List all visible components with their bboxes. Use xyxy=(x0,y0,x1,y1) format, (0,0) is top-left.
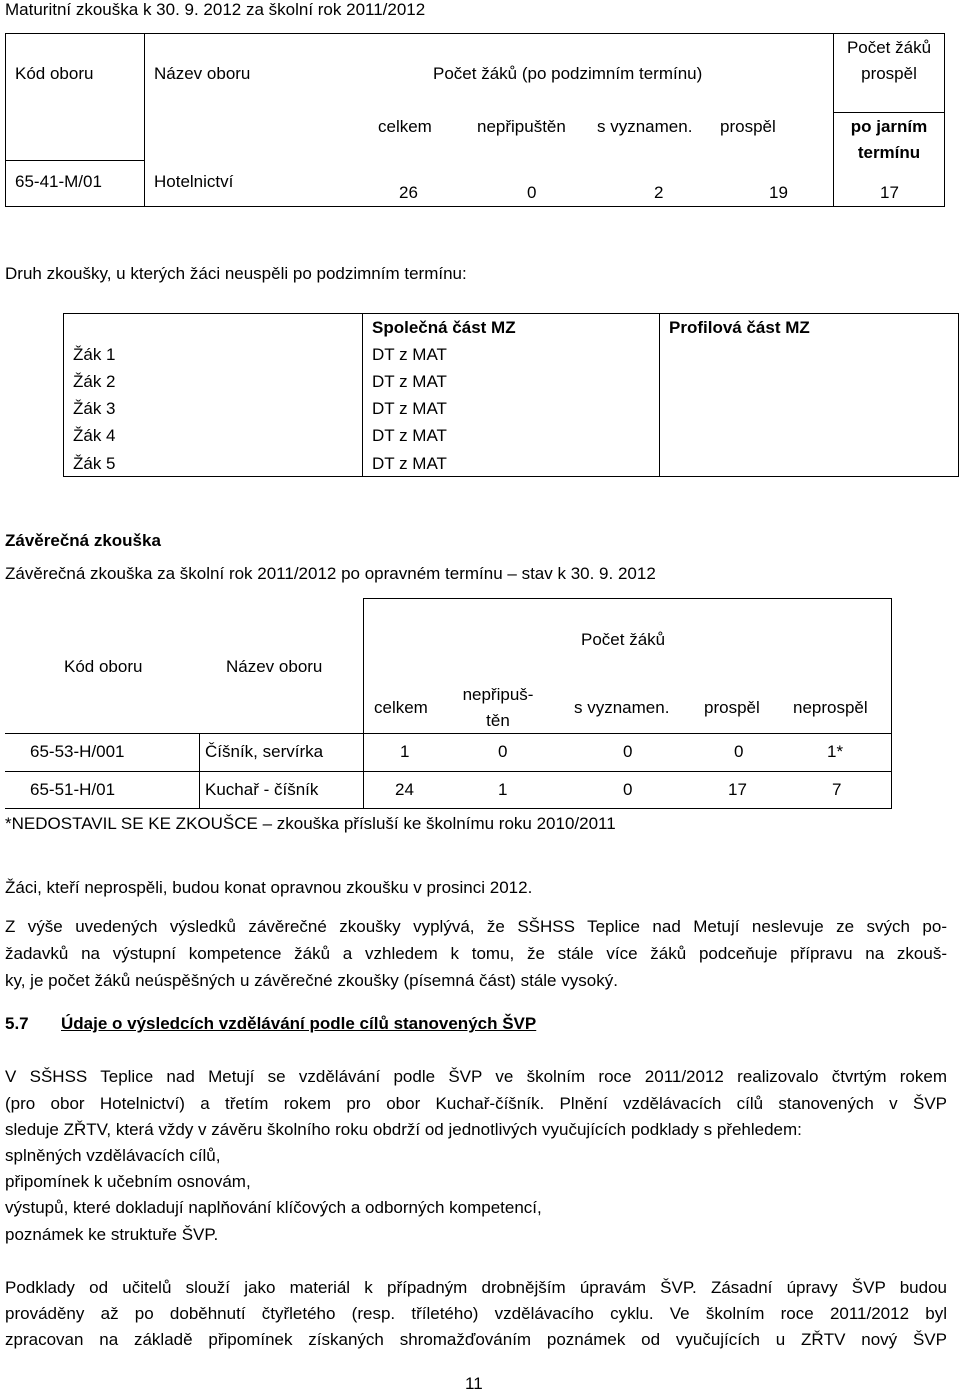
header-name: Název oboru xyxy=(226,657,323,676)
table-border xyxy=(63,476,959,477)
header-name: Název oboru xyxy=(154,64,251,83)
list-item: připomínek k učebním osnovám, xyxy=(5,1172,251,1191)
row-not-admitted: 0 xyxy=(498,742,508,761)
subheader-not-admitted-l1: nepřipuš- xyxy=(462,685,534,704)
row-not-admitted: 0 xyxy=(527,183,537,202)
student-label: Žák 1 xyxy=(73,345,116,364)
footnote: *NEDOSTAVIL SE KE ZKOUŠCE – zkouška přísluší ke školnímu roku 2010/2011 xyxy=(5,814,616,833)
table-divider xyxy=(5,160,145,161)
header-code: Kód oboru xyxy=(15,64,94,83)
row-total: 26 xyxy=(399,183,418,202)
table-border xyxy=(5,33,6,207)
row-excused: 0 xyxy=(623,742,633,761)
table-border xyxy=(5,33,944,34)
row-spring: 17 xyxy=(880,183,899,202)
list-item: poznámek ke struktuře ŠVP. xyxy=(5,1225,219,1244)
failed-intro: Druh zkoušky, u kterých žáci neuspěli po podzimním termínu: xyxy=(5,264,467,283)
subheader-not-admitted-l2: těn xyxy=(486,711,510,730)
paragraph-line: zpracovan na základě připomínek získaných shromažďováním poznámek od vyučujících u ZŘTV nový ŠVP xyxy=(5,1330,947,1349)
paragraph-line: V SŠHSS Teplice nad Metují se vzdělávání podle ŠVP ve školním roce 2011/2012 realizovalo čtvrtým rokem xyxy=(5,1067,947,1086)
exam-label: DT z MAT xyxy=(372,399,447,418)
student-label: Žák 3 xyxy=(73,399,116,418)
row-total: 1 xyxy=(400,742,410,761)
table-divider xyxy=(199,733,200,809)
subheader-passed: prospěl xyxy=(704,698,760,717)
subheader-passed: prospěl xyxy=(720,117,776,136)
page-heading: Maturitní zkouška k 30. 9. 2012 za školní rok 2011/2012 xyxy=(5,0,426,19)
row-failed: 1* xyxy=(827,742,844,761)
student-label: Žák 5 xyxy=(73,454,116,473)
row-not-admitted: 1 xyxy=(498,780,508,799)
row-excused: 2 xyxy=(654,183,664,202)
header-common-part: Společná část MZ xyxy=(372,318,516,337)
table-border xyxy=(63,313,959,314)
header-autumn: Počet žáků (po podzimním termínu) xyxy=(433,64,703,83)
paragraph-line: (pro obor Hotelnictví) a třetím rokem pro obor Kuchař-číšník. Plnění vzdělávacích cílů stanovených v ŠVP xyxy=(5,1094,947,1113)
row-excused: 0 xyxy=(623,780,633,799)
student-label: Žák 4 xyxy=(73,426,116,445)
table-border xyxy=(5,808,892,809)
subheader-not-admitted: nepřipuštěn xyxy=(477,117,566,136)
paragraph-line: Podklady od učitelů slouží jako materiál k případným drobnějším úpravám ŠVP. Zásadní úpravy ŠVP budou xyxy=(5,1278,947,1297)
paragraph-line: ky, je počet žáků neúspěšných u závěrečné zkoušky (písemná část) stále vysoký. xyxy=(5,971,618,990)
exam-label: DT z MAT xyxy=(372,426,447,445)
table-border xyxy=(891,598,892,809)
exam-label: DT z MAT xyxy=(372,454,447,473)
subheader-excused: s vyznamen. xyxy=(574,698,670,717)
paragraph-line: Z výše uvedených výsledků závěrečné zkoušky vyplývá, že SŠHSS Teplice nad Metují neslevuje ze svých po- xyxy=(5,917,947,936)
row-total: 24 xyxy=(395,780,414,799)
header-passed-l1: Počet žáků xyxy=(846,38,932,57)
paragraph-line: sleduje ZŘTV, která vždy v závěru školního roku obdrží od jednotlivých vyučujících podklady s přehledem: xyxy=(5,1120,802,1139)
exam-label: DT z MAT xyxy=(372,372,447,391)
row-code: 65-53-H/001 xyxy=(30,742,125,761)
subheader-total: celkem xyxy=(378,117,432,136)
subheader-failed: neprospěl xyxy=(793,698,868,717)
paragraph-line: prováděny až po doběhnutí čtyřletého (resp. tříletého) vzdělávacího cyklu. Ve školním roce 2011/2012 byl xyxy=(5,1304,947,1323)
row-name: Kuchař - číšník xyxy=(205,780,319,799)
table-divider xyxy=(5,771,892,772)
subheader-spring-l2: termínu xyxy=(857,143,921,162)
section-subtitle: Závěrečná zkouška za školní rok 2011/2012 po opravném termínu – stav k 30. 9. 2012 xyxy=(5,564,656,583)
row-failed: 7 xyxy=(832,780,842,799)
section-title: Závěrečná zkouška xyxy=(5,531,161,550)
row-passed: 17 xyxy=(728,780,747,799)
row-passed: 19 xyxy=(769,183,788,202)
row-name: Hotelnictví xyxy=(154,172,234,191)
section-number: 5.7 xyxy=(5,1014,29,1033)
table-border xyxy=(5,206,944,207)
subheader-total: celkem xyxy=(374,698,428,717)
table-divider xyxy=(659,313,660,477)
table-divider xyxy=(5,733,892,734)
row-passed: 0 xyxy=(734,742,744,761)
row-code: 65-41-M/01 xyxy=(15,172,102,191)
header-code: Kód oboru xyxy=(64,657,143,676)
table-divider xyxy=(144,33,145,207)
subheader-excused: s vyznamen. xyxy=(597,117,693,136)
exam-label: DT z MAT xyxy=(372,345,447,364)
row-name: Číšník, servírka xyxy=(205,742,324,761)
list-item: splněných vzdělávacích cílů, xyxy=(5,1146,221,1165)
header-passed-l2: prospěl xyxy=(861,64,917,83)
section-heading: Údaje o výsledcích vzdělávání podle cílů stanovených ŠVP xyxy=(61,1014,537,1033)
student-label: Žák 2 xyxy=(73,372,116,391)
table-divider xyxy=(363,598,364,809)
table-border xyxy=(958,313,959,477)
subheader-spring-l1: po jarním xyxy=(850,117,928,136)
table-divider xyxy=(362,313,363,477)
paragraph-line: žadavků na výstupní kompetence žáků a vzhledem k tomu, že stále více žáků podceňuje přípravu na zkouš- xyxy=(5,944,947,963)
header-count: Počet žáků xyxy=(581,630,666,649)
table-border xyxy=(363,598,892,599)
list-item: výstupů, které dokladují naplňování klíčových a odborných kompetencí, xyxy=(5,1198,542,1217)
table-border xyxy=(63,313,64,477)
paragraph-retake: Žáci, kteří neprospěli, budou konat opravnou zkoušku v prosinci 2012. xyxy=(5,878,533,897)
row-code: 65-51-H/01 xyxy=(30,780,116,799)
page-number: 11 xyxy=(465,1374,483,1393)
header-profile-part: Profilová část MZ xyxy=(669,318,810,337)
table-divider xyxy=(833,112,945,113)
